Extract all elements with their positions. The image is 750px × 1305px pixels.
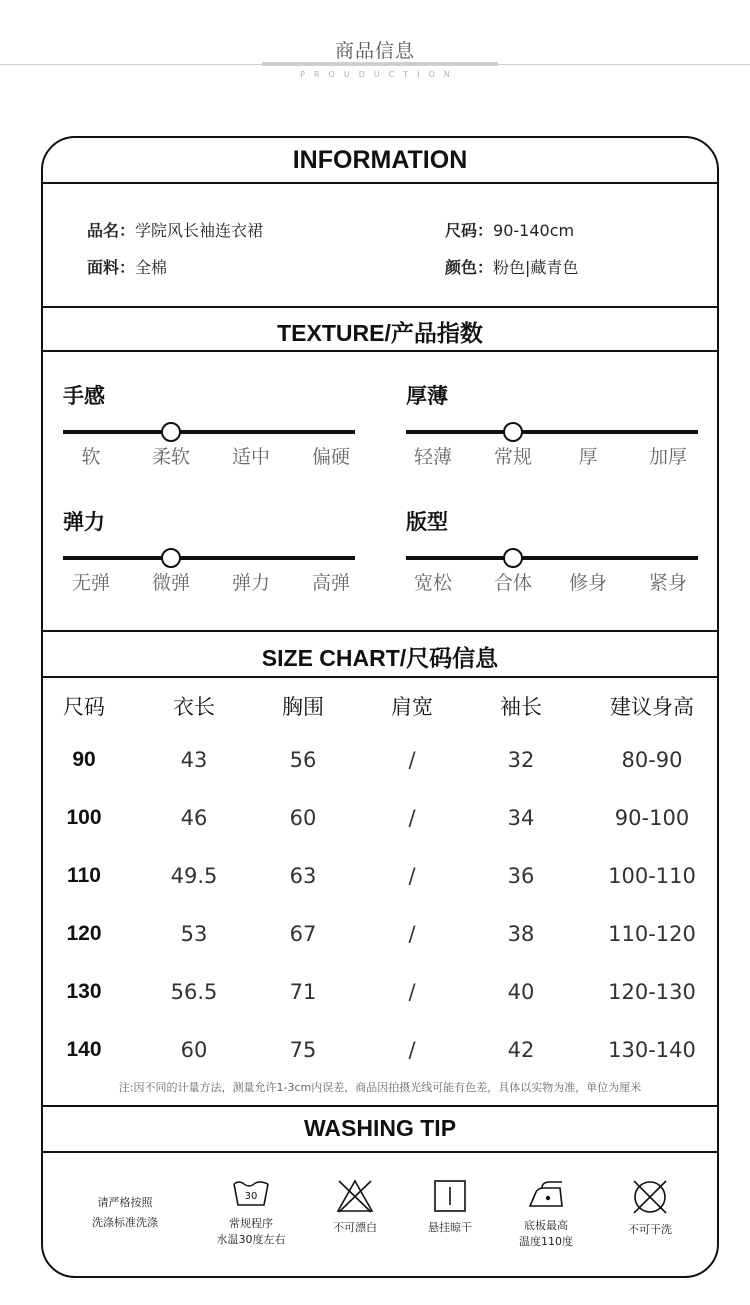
information-title: INFORMATION	[292, 146, 468, 174]
texture-slider-track	[406, 556, 698, 560]
texture-option: 偏硬	[311, 446, 350, 468]
size-table-cell: 120-130	[608, 980, 696, 1004]
divider	[43, 1151, 717, 1153]
wash-caption: 温度110度	[519, 1235, 573, 1248]
texture-slider-track	[63, 430, 355, 434]
texture-option: 微弹	[151, 572, 190, 594]
texture-label: 弹力	[63, 510, 105, 534]
wash-caption: 底板最高	[524, 1219, 568, 1232]
size-chart-title: SIZE CHART/尺码信息	[261, 645, 499, 671]
size-table-cell: 53	[180, 922, 208, 946]
divider	[43, 350, 717, 352]
size-table-header: 尺码	[63, 695, 105, 719]
size-table-cell: /	[408, 922, 416, 946]
size-table-cell: 34	[507, 806, 535, 830]
texture-label: 手感	[63, 384, 105, 408]
size-table-cell: 71	[289, 980, 317, 1004]
size-note: 注:因不同的计量方法，测量允许1-3cm内误差，商品因拍摄光线可能有色差，具体以实物为准，单位为厘米	[118, 1081, 642, 1094]
wash-item-no-bleach	[305, 1178, 405, 1236]
wash-caption: 悬挂晾干	[428, 1221, 472, 1234]
texture-label: 版型	[406, 510, 448, 534]
washing-intro	[70, 1193, 180, 1233]
texture-slider-knob	[161, 422, 181, 442]
texture-slider-track	[63, 556, 355, 560]
wash-item-30	[201, 1178, 301, 1248]
texture-option: 常规	[493, 446, 532, 468]
texture-title: TEXTURE/产品指数	[277, 320, 483, 346]
size-table-size-cell: 90	[72, 748, 96, 771]
divider	[43, 1105, 717, 1107]
info-name: 品名：学院风长袖连衣裙	[87, 221, 264, 240]
wash-item-no-dry-clean	[600, 1178, 700, 1238]
size-table-cell: 130-140	[608, 1038, 696, 1062]
iron-icon	[526, 1178, 566, 1212]
header-accent-bar	[262, 62, 498, 66]
no-bleach-icon	[335, 1178, 375, 1214]
wash-caption: 水温30度左右	[216, 1233, 286, 1246]
size-table-cell: 75	[289, 1038, 317, 1062]
size-table-cell: 90-100	[614, 806, 690, 830]
size-table-header: 衣长	[173, 695, 215, 719]
texture-slider-knob	[161, 548, 181, 568]
size-table-cell: 63	[289, 864, 317, 888]
size-table-size-cell: 110	[67, 864, 101, 887]
size-table-cell: 80-90	[621, 748, 683, 772]
texture-option: 修身	[568, 572, 607, 594]
texture-option: 合体	[493, 572, 532, 594]
texture-option: 无弹	[71, 572, 110, 594]
size-table-cell: 110-120	[608, 922, 696, 946]
size-table-cell: 46	[180, 806, 208, 830]
size-table-cell: 60	[180, 1038, 208, 1062]
size-table-cell: 100-110	[608, 864, 696, 888]
size-table-header: 建议身高	[610, 695, 694, 719]
size-table-cell: 60	[289, 806, 317, 830]
product-info-card	[41, 136, 719, 1278]
washing-intro-line2: 洗涤标准洗涤	[92, 1216, 158, 1229]
divider	[43, 306, 717, 308]
size-table-cell: 32	[507, 748, 535, 772]
page-header-title: 商品信息	[334, 40, 415, 62]
size-table-size-cell: 140	[66, 1038, 102, 1061]
texture-option: 轻薄	[413, 446, 452, 468]
size-table-header: 袖长	[500, 695, 542, 719]
size-table-cell: /	[408, 980, 416, 1004]
divider	[43, 676, 717, 678]
wash-item-iron	[496, 1178, 596, 1250]
page-header-subtitle: PROUDUCTION	[300, 70, 459, 79]
size-table-cell: 36	[507, 864, 535, 888]
size-table-cell: 67	[289, 922, 317, 946]
texture-option: 加厚	[648, 446, 687, 468]
size-table-cell: 38	[507, 922, 535, 946]
size-table-size-cell: 120	[66, 922, 102, 945]
hang-dry-icon	[432, 1178, 468, 1214]
wash-caption: 不可干洗	[628, 1223, 672, 1236]
size-table-cell: /	[408, 1038, 416, 1062]
texture-slider-track	[406, 430, 698, 434]
washing-title: WASHING TIP	[303, 1115, 457, 1141]
texture-option: 弹力	[231, 572, 270, 594]
size-table-size-cell: 130	[66, 980, 102, 1003]
wash-item-hang-dry	[400, 1178, 500, 1236]
wash-temp-label: 30	[244, 1191, 258, 1202]
divider	[43, 182, 717, 184]
info-size: 尺码：90-140cm	[445, 221, 575, 240]
size-table-cell: 49.5	[170, 864, 218, 888]
size-table-cell: 42	[507, 1038, 535, 1062]
texture-option: 适中	[231, 446, 270, 468]
wash-caption: 不可漂白	[333, 1221, 377, 1234]
size-table-cell: 40	[507, 980, 535, 1004]
info-color: 颜色：粉色|藏青色	[445, 258, 579, 277]
washing-intro-line1: 请严格按照	[97, 1196, 153, 1209]
texture-option: 紧身	[648, 572, 687, 594]
wash-caption: 常规程序	[229, 1217, 273, 1230]
size-table-cell: /	[408, 864, 416, 888]
info-fabric: 面料：全棉	[87, 258, 168, 277]
texture-option: 厚	[578, 446, 598, 468]
texture-option: 柔软	[151, 446, 190, 468]
texture-slider-knob	[503, 548, 523, 568]
size-table-cell: 56.5	[170, 980, 218, 1004]
texture-option: 宽松	[413, 572, 452, 594]
wash-30-icon	[231, 1178, 271, 1210]
no-dry-clean-icon	[630, 1178, 670, 1216]
texture-slider-knob	[503, 422, 523, 442]
texture-option: 高弹	[311, 572, 350, 594]
size-table-cell: 43	[180, 748, 208, 772]
size-table-cell: 56	[289, 748, 317, 772]
divider	[43, 630, 717, 632]
size-table-header: 胸围	[282, 695, 324, 719]
texture-option: 软	[81, 446, 101, 468]
size-table-cell: /	[408, 806, 416, 830]
size-table-cell: /	[408, 748, 416, 772]
texture-label: 厚薄	[406, 384, 448, 408]
size-table-size-cell: 100	[66, 806, 102, 829]
size-table-header: 肩宽	[391, 695, 433, 719]
